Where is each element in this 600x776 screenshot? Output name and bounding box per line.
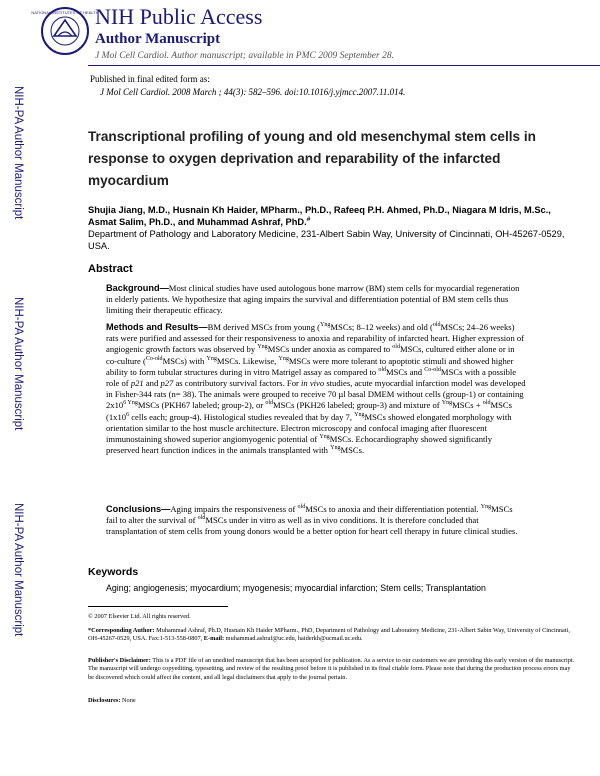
affiliation: Department of Pathology and Laboratory Medicine, 231-Albert Sabin Way, University of Cincinnati, OH-45267-0529, USA. <box>88 229 565 251</box>
corresponding-author-note <box>88 627 578 644</box>
methods-label: Methods and Results— <box>106 322 208 332</box>
side-label: NIH-PA Author Manuscript <box>12 503 24 637</box>
abstract-conclusions: Conclusions—Aging impairs the responsiveness of $^{old}$MSCs to anoxia and their differentiation potential. $^{Yng}$MSCs fail to alter the survival of $^{old}$MSCs under in vitro as well as in vivo conditions. It is therefore concluded that transplantation of stem cells from young donors would be a better option for heart cell therapy in future clinical studies. <box>106 504 518 537</box>
corr-text: Muhammad Ashraf, Ph.D, Husnain Kh Haider MPharm., PhD, Department of Pathology and Laboratory Medicine, 231-Albert Sabin Way, University of Cincinnati, OH-45267-0529, USA. Fax:1-513-558-0807, <box>88 627 570 643</box>
email-label: E-mail: <box>203 635 225 643</box>
disclosures-note <box>88 697 578 705</box>
background-text: Most clinical studies have used autologous bone marrow (BM) stem cells for myocardial regeneration in elderly patients. We hypothesize that aging impairs the survival and differentiation potential of BM stem cells thus limiting their therapeutic efficacy. <box>106 283 520 316</box>
abstract-methods: Methods and Results—BM derived MSCs from young ($^{Yng}$MSCs; 8–12 weeks) and old ($^{old}$MSCs; 24–26 weeks) rats were purified and assessed for their responsiveness to anoxia and reparability of infarcted heart. Higher expression of angiogenic growth factors was observed by $^{Yng}$MSCs under anoxia as compared to $^{old}$MSCs, cultured either alone or in co-culture ($^{Co-old}$MSCs) with $^{Yng}$MSCs. Likewise, $^{Yng}$MSCs were more tolerant to apoptotic stimuli and showed higher ability to form tubular structures during in vitro Matrigel assay as compared to $^{old}$MSCs and $^{Co-old}$MSCs with a possible role of p21 and p27 as contributory survival factors. For in vivo studies, acute myocardial infarction model was developed in Fisher-344 rats (n= 38). The animals were grouped to receive 70 µl basal DMEM without cells (group-1) or containing $2x10^{6 Yng}MSCs$ (PKH67 labeled; group-2), or $^{old}$MSCs (PKH26 labeled; group-3) and mixture of $^{Yng}$MSCs + $^{old}$MSCs ($1x10^6$ cells each; group-4). Histological studies revealed that by day 7, $^{Yng}$MSCs showed elongated morphology with orientation similar to the host muscle architecture. Electron microscopy and confocal imaging after fluorescent immunostaining showed superior angiomyogenic potential of $^{Yng}$MSCs. Echocardiography showed significantly preserved heart function indices in the animals transplanted with $^{Yng}$MSCs. <box>106 322 526 456</box>
disclaimer-label: Publisher's Disclaimer: <box>88 657 151 664</box>
disclosures-text: None <box>122 697 136 704</box>
page-subtitle: Author Manuscript <box>95 31 221 47</box>
keywords-heading: Keywords <box>88 566 139 578</box>
header-divider <box>88 65 600 66</box>
side-label: NIH-PA Author Manuscript <box>12 297 24 431</box>
publisher-disclaimer <box>88 657 578 682</box>
email-text: muhammad.ashraf@uc.edu, haiderkh@ucmail.uc.edu. <box>225 635 363 643</box>
abstract-background <box>106 283 526 317</box>
corr-label: *Corresponding Author: <box>88 627 155 634</box>
disclosures-label: Disclosures: <box>88 697 121 704</box>
abstract-heading: Abstract <box>88 263 133 275</box>
citation-text: J Mol Cell Cardiol. 2008 March ; 44(3): 582–596. doi:10.1016/j.yjmcc.2007.11.014. <box>100 87 406 97</box>
background-label: Background— <box>106 283 169 293</box>
author-list: Shujia Jiang, M.D., Husnain Kh Haider, MPharm., Ph.D., Rafeeq P.H. Ahmed, Ph.D., Niagara M Idris, M.Sc., Asmat Salim, Ph.D., and Muhammad Ashraf, PhD.# <box>88 205 551 227</box>
citation <box>100 86 405 98</box>
side-label: NIH-PA Author Manuscript <box>12 86 24 220</box>
keywords-text: Aging; angiogenesis; myocardium; myogenesis; myocardial infarction; Stem cells; Transplantation <box>106 583 486 593</box>
page-title: NIH Public Access <box>95 4 263 29</box>
disclaimer-text: This is a PDF file of an unedited manuscript that has been accepted for publication. As a service to our customers we are providing this early version of the manuscript. The manuscript will undergo copyediting, typesetting, and review of the resulting proof before it is published in its final citable form. Please note that during the production process errors may be discovered which could affect the content, and all legal disclaimers that apply to the journal pertain. <box>88 657 575 681</box>
svg-text:NATIONAL INSTITUTES OF HEALTH: NATIONAL INSTITUTES OF HEALTH <box>31 10 99 15</box>
conclusions-label: Conclusions— <box>106 504 171 514</box>
availability-note: J Mol Cell Cardiol. Author manuscript; available in PMC 2009 September 28. <box>95 51 394 61</box>
article-title: Transcriptional profiling of young and old mesenchymal stem cells in response to oxygen deprivation and reparability of the infarcted myocardium <box>88 129 536 188</box>
published-label: Published in final edited form as: <box>90 74 210 84</box>
footnote-divider <box>88 606 228 607</box>
copyright-note: © 2007 Elsevier Ltd. All rights reserved. <box>88 613 191 620</box>
authors-text: Shujia Jiang, M.D., Husnain Kh Haider, MPharm., Ph.D., Rafeeq P.H. Ahmed, Ph.D., Niagara M Idris, M.Sc., Asmat Salim, Ph.D., and Muhammad Ashraf, PhD. <box>88 205 551 227</box>
nih-seal-logo <box>31 6 99 56</box>
